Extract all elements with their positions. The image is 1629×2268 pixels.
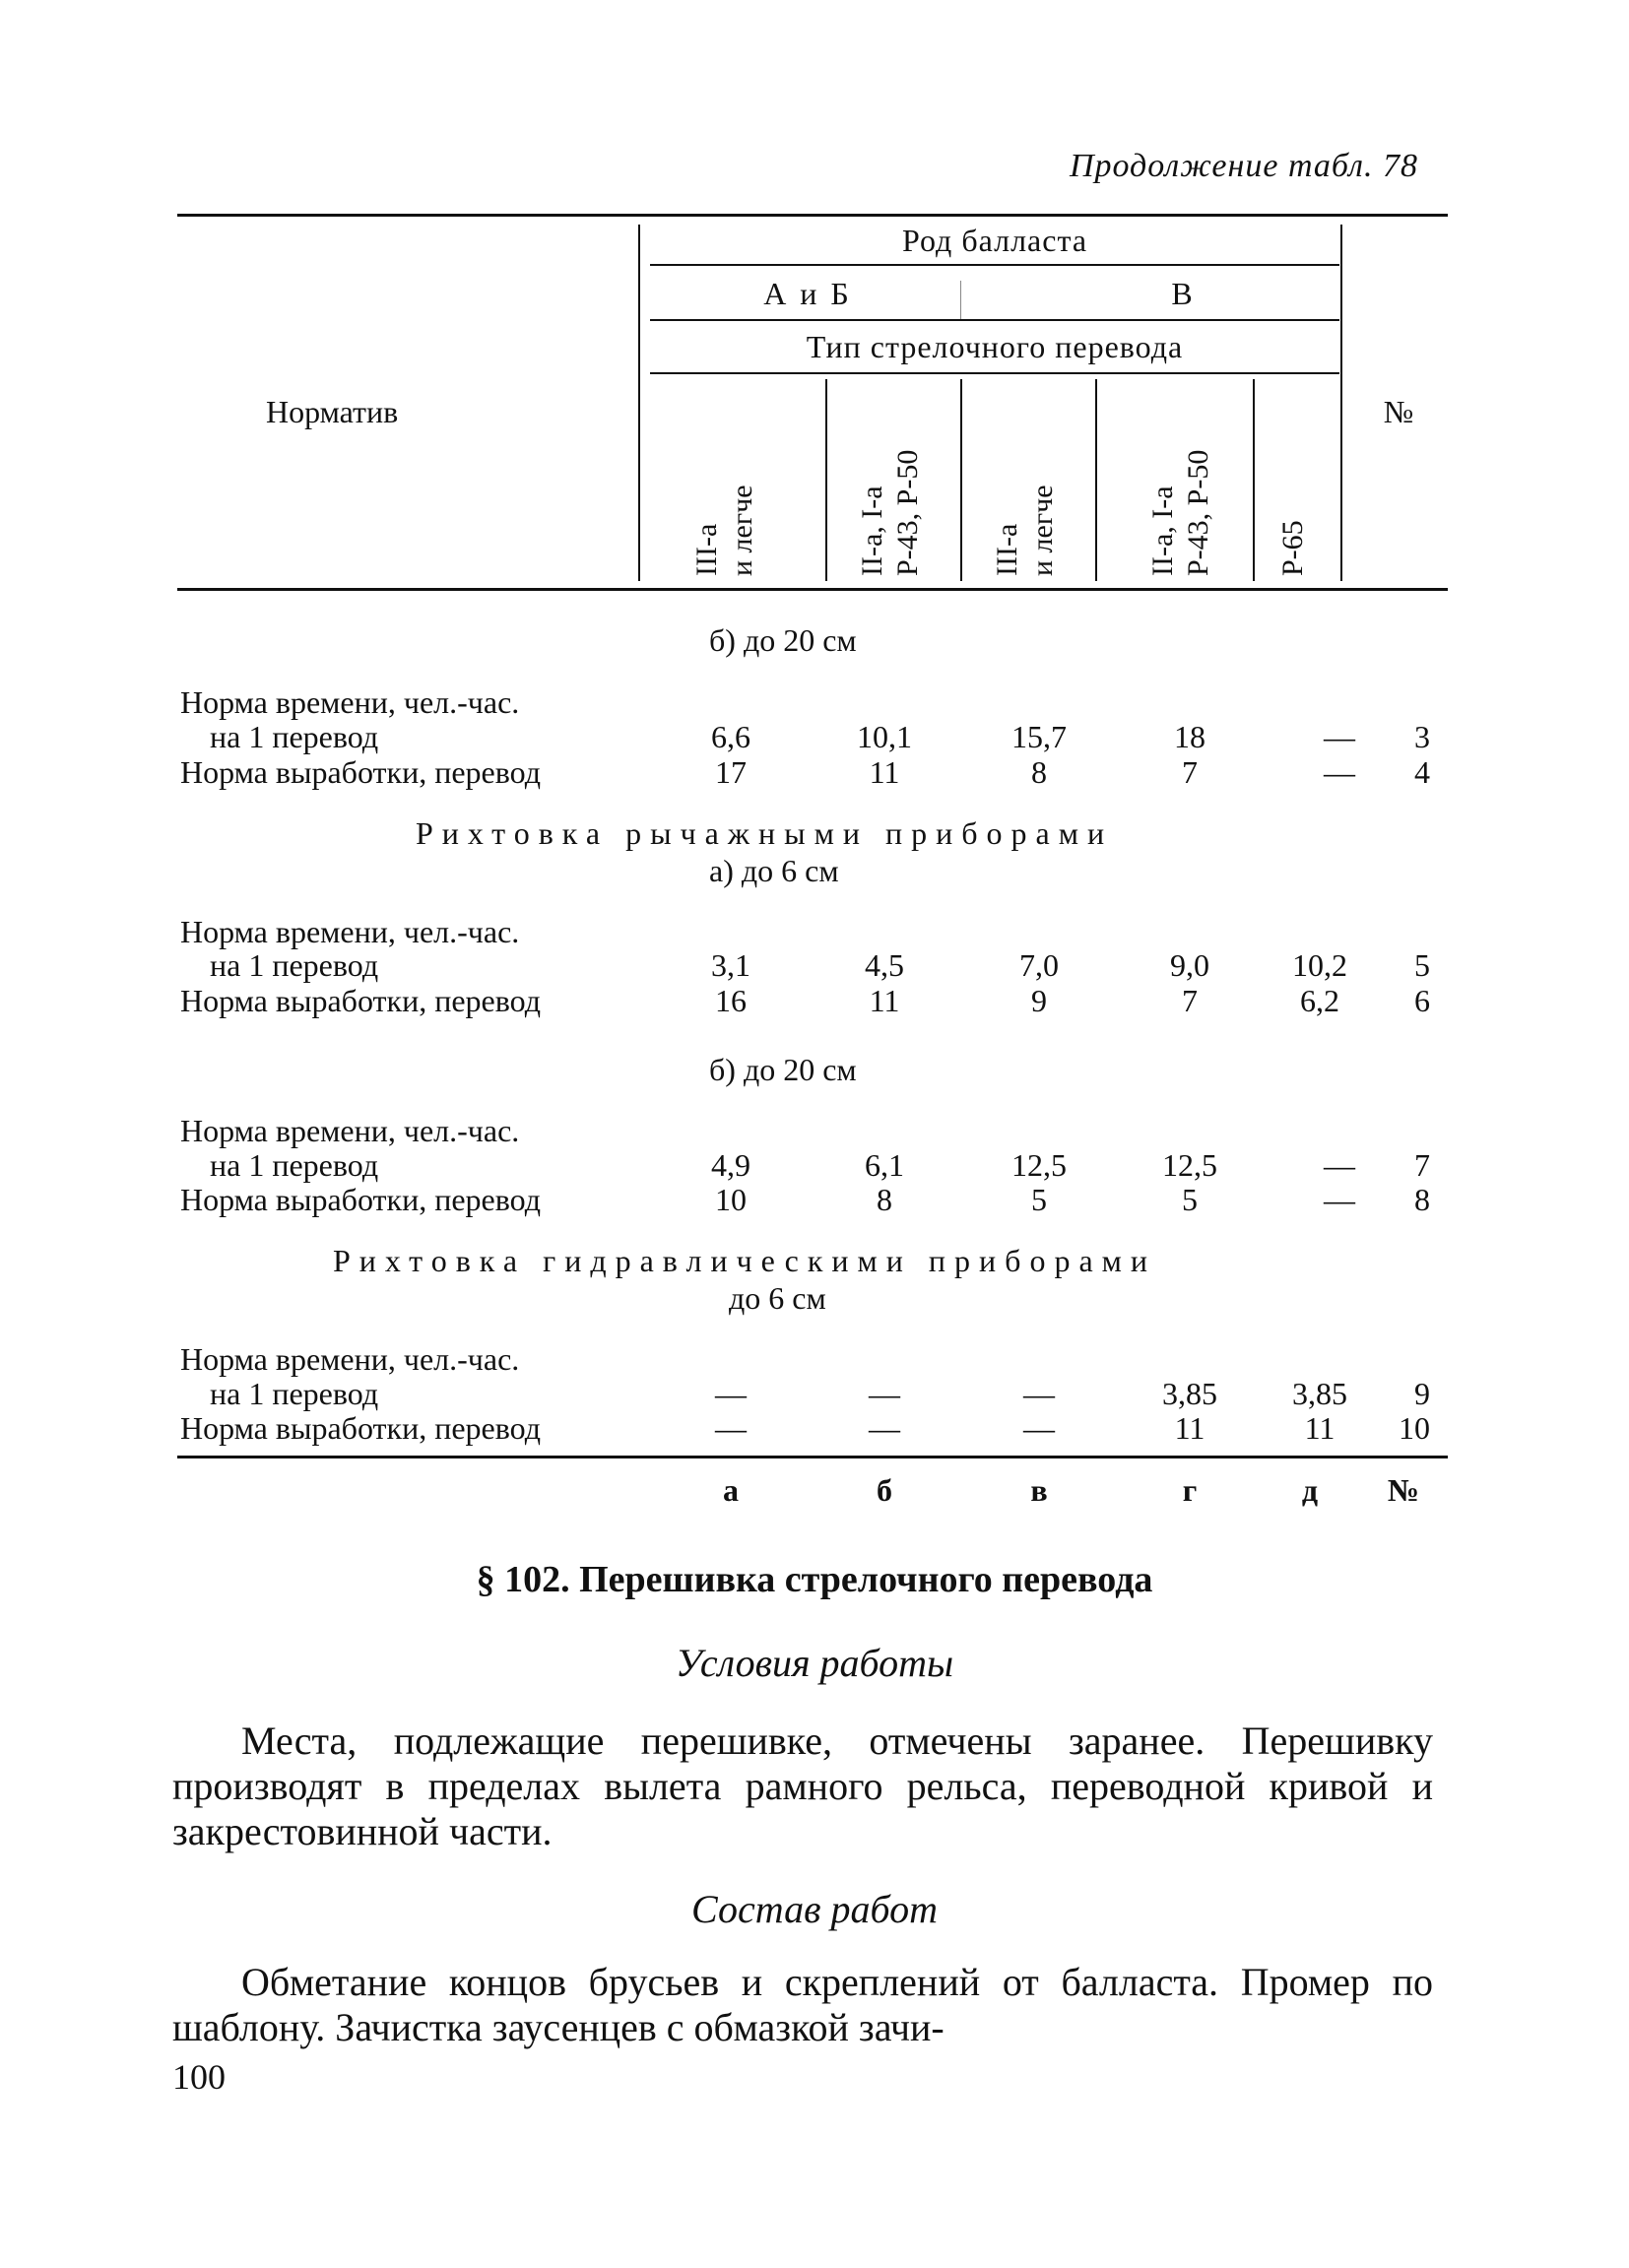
table-cell: — xyxy=(869,1410,900,1446)
table-cell: 4,9 xyxy=(711,1147,750,1183)
footer-col-d: д xyxy=(1301,1472,1319,1508)
table-cell: — xyxy=(1324,1182,1355,1217)
switch-type-header: Тип стрелочного перевода xyxy=(806,329,1184,364)
table-cell: 3,85 xyxy=(1292,1376,1347,1411)
table-cell: 10,1 xyxy=(857,719,912,754)
footer-col-number: № xyxy=(1387,1472,1420,1508)
table-cell: 12,5 xyxy=(1162,1147,1217,1183)
table-cell: 18 xyxy=(1174,719,1205,754)
table-caption: Продолжение табл. 78 xyxy=(1069,148,1418,184)
row-number: 9 xyxy=(1414,1376,1430,1411)
header-vline-col4 xyxy=(1095,379,1097,581)
header-vline-col3 xyxy=(960,379,962,581)
col5-header: Р-65 xyxy=(1276,520,1309,576)
table-cell: 17 xyxy=(715,754,747,790)
ballast-header: Род балласта xyxy=(901,223,1088,258)
section-title: Рихтовка рычажными приборами xyxy=(416,815,1114,851)
normative-header: Норматив xyxy=(266,394,399,429)
section-title: б) до 20 см xyxy=(709,622,857,658)
header-vline-col2 xyxy=(825,379,827,581)
table-cell: 11 xyxy=(869,754,900,790)
table-cell: 5 xyxy=(1031,1182,1047,1217)
switch-type-line xyxy=(650,372,1339,374)
row-label: Норма времени, чел.-час. xyxy=(180,684,520,720)
page-number: 100 xyxy=(172,2057,226,2097)
ballast-line xyxy=(650,264,1339,266)
header-vline-left xyxy=(638,225,640,581)
table-cell: — xyxy=(715,1410,747,1446)
header-bottom-rule xyxy=(177,588,1448,591)
footer-col-b: б xyxy=(877,1472,892,1508)
table-cell: 3,1 xyxy=(711,947,750,983)
table-cell: 7 xyxy=(1182,983,1198,1018)
table-cell: 10 xyxy=(715,1182,747,1217)
table-cell: 8 xyxy=(1031,754,1047,790)
table-cell: 16 xyxy=(715,983,747,1018)
table-bottom-rule xyxy=(177,1456,1448,1458)
row-label: Норма времени, чел.-час. xyxy=(180,914,520,949)
col3-header: III-а и легче xyxy=(991,485,1059,576)
groups-line xyxy=(650,319,1339,321)
footer-col-a: а xyxy=(723,1472,739,1508)
row-label-cont: на 1 перевод xyxy=(210,719,379,754)
table-cell: — xyxy=(1324,719,1355,754)
table-cell: — xyxy=(715,1376,747,1411)
col4-header: II-а, I-а Р-43, Р-50 xyxy=(1146,449,1214,576)
col2-header: II-а, I-а Р-43, Р-50 xyxy=(856,449,924,576)
ab-v-divider xyxy=(960,281,961,320)
row-number: 7 xyxy=(1414,1147,1430,1183)
row-label-cont: на 1 перевод xyxy=(210,1147,379,1183)
footer-col-g: г xyxy=(1182,1472,1198,1508)
conditions-heading: Условия работы xyxy=(675,1641,954,1685)
row-label: Норма выработки, перевод xyxy=(180,983,541,1018)
group-ab-header: А и Б xyxy=(763,276,852,311)
header-vline-col5 xyxy=(1253,379,1255,581)
table-cell: 9,0 xyxy=(1170,947,1209,983)
conditions-paragraph: Места, подлежащие перешивке, отмечены заранее. Перешивку производят в пределах вылета рамного рельса, переводной кривой и закрестовинной части. xyxy=(172,1718,1433,1853)
section-title: б) до 20 см xyxy=(709,1052,857,1087)
number-header: № xyxy=(1383,394,1414,429)
table-cell: 11 xyxy=(869,983,900,1018)
col1-header: III-а и легче xyxy=(690,485,758,576)
table-cell: 11 xyxy=(1174,1410,1205,1446)
table-cell: 6,6 xyxy=(711,719,750,754)
table-cell: — xyxy=(1023,1376,1055,1411)
row-label: Норма времени, чел.-час. xyxy=(180,1113,520,1148)
row-number: 3 xyxy=(1414,719,1430,754)
section-title: Рихтовка гидравлическими приборами xyxy=(333,1243,1157,1278)
table-cell: 11 xyxy=(1304,1410,1336,1446)
table-cell: 12,5 xyxy=(1011,1147,1067,1183)
table-cell: 7 xyxy=(1182,754,1198,790)
row-number: 5 xyxy=(1414,947,1430,983)
row-number: 8 xyxy=(1414,1182,1430,1217)
row-number: 10 xyxy=(1399,1410,1430,1446)
group-v-header: В xyxy=(1171,276,1193,311)
row-label-cont: на 1 перевод xyxy=(210,947,379,983)
table-cell: 6,2 xyxy=(1300,983,1339,1018)
table-cell: — xyxy=(1324,1147,1355,1183)
table-cell: 15,7 xyxy=(1011,719,1067,754)
row-number: 4 xyxy=(1414,754,1430,790)
table-cell: 9 xyxy=(1031,983,1047,1018)
footer-col-v: в xyxy=(1030,1472,1048,1508)
table-cell: — xyxy=(1324,754,1355,790)
table-cell: 5 xyxy=(1182,1182,1198,1217)
table-cell: 3,85 xyxy=(1162,1376,1217,1411)
table-cell: — xyxy=(1023,1410,1055,1446)
table-cell: — xyxy=(869,1376,900,1411)
row-number: 6 xyxy=(1414,983,1430,1018)
table-top-rule xyxy=(177,214,1448,217)
row-label: Норма выработки, перевод xyxy=(180,1182,541,1217)
row-label: Норма выработки, перевод xyxy=(180,1410,541,1446)
section-heading: § 102. Перешивка стрелочного перевода xyxy=(476,1559,1153,1600)
row-label: Норма выработки, перевод xyxy=(180,754,541,790)
composition-heading: Состав работ xyxy=(691,1887,938,1931)
composition-paragraph: Обметание концов брусьев и скреплений от балласта. Промер по шаблону. Зачистка заусенцев с обмазкой зачи- xyxy=(172,1960,1433,2049)
row-label-cont: на 1 перевод xyxy=(210,1376,379,1411)
table-cell: 6,1 xyxy=(865,1147,904,1183)
header-vline-right xyxy=(1340,225,1342,581)
table-cell: 4,5 xyxy=(865,947,904,983)
table-cell: 8 xyxy=(877,1182,892,1217)
table-cell: 7,0 xyxy=(1019,947,1059,983)
row-label: Норма времени, чел.-час. xyxy=(180,1341,520,1377)
section-subtitle: а) до 6 см xyxy=(709,853,839,888)
section-subtitle: до 6 см xyxy=(729,1280,826,1316)
table-cell: 10,2 xyxy=(1292,947,1347,983)
